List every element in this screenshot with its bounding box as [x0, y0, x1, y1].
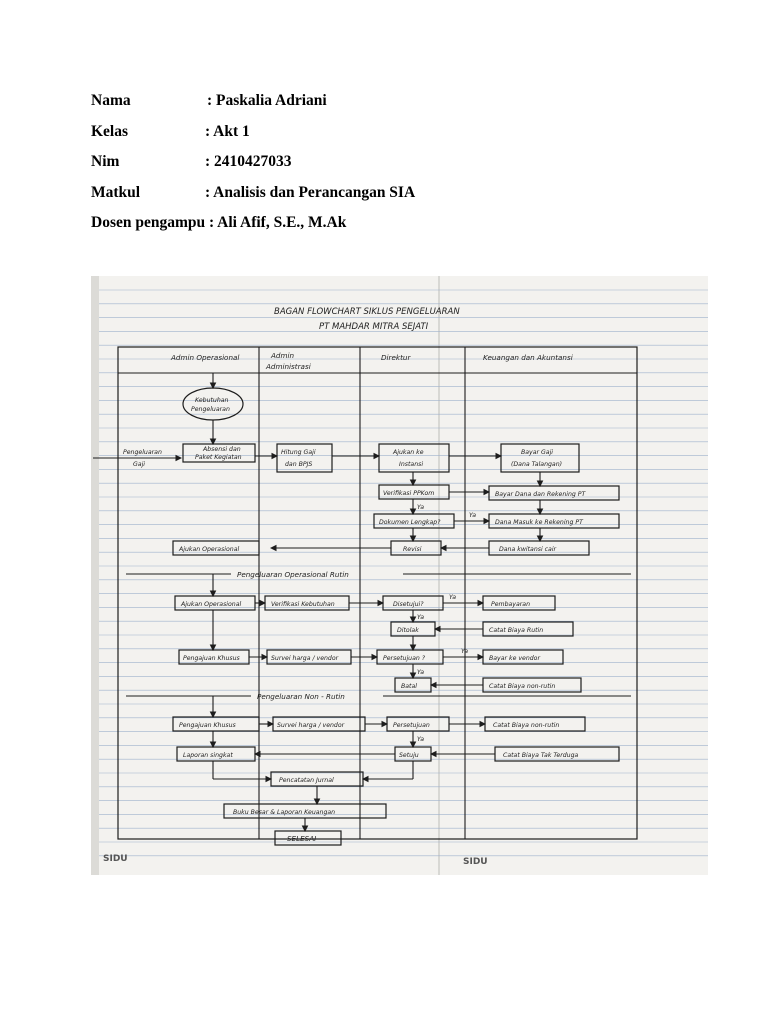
- ya-label: Ya: [417, 504, 425, 511]
- student-info: [91, 92, 416, 245]
- box-laporan-text: Laporan singkat: [183, 752, 233, 759]
- field-value: : 2410427033: [205, 153, 292, 170]
- box-ajukan-text: Ajukan ke: [393, 449, 424, 456]
- field-label: Matkul: [91, 183, 141, 201]
- box-ajukan-op-text: Ajukan Operasional: [179, 546, 240, 553]
- ya-label: Ya: [417, 614, 425, 621]
- box-pengajuan-khusus2-text: Pengajuan Khusus: [179, 722, 236, 729]
- ya-label: Ya: [469, 512, 477, 519]
- section-nonrutin: Pengeluaran Non - Rutin: [257, 692, 345, 701]
- box-catat-rutin-text: Catat Biaya Rutin: [489, 627, 544, 634]
- field-value: : Analisis dan Perancangan SIA: [205, 183, 416, 201]
- box-ajukan-text-2: Instansi: [399, 461, 424, 468]
- flowchart-svg: [91, 276, 708, 875]
- box-hitung-text: Hitung Gaji: [281, 449, 316, 456]
- box-batal-text: Batal: [401, 683, 417, 690]
- section-rutin: Pengeluaran Operasional Rutin: [237, 570, 349, 579]
- box-bayar-vendor-text: Bayar ke vendor: [489, 655, 541, 662]
- box-dana-kwitansi-text: Dana kwitansi cair: [499, 546, 557, 553]
- lane-admin: Admin: [271, 351, 295, 360]
- box-setuju-text: Setuju: [399, 752, 419, 759]
- flowchart-title-2: PT MAHDAR MITRA SEJATI: [319, 322, 429, 332]
- box-dana-masuk-text: Dana Masuk ke Rekening PT: [495, 519, 583, 526]
- box-revisi-text: Revisi: [403, 546, 422, 553]
- box-bayar-text: Bayar Gaji: [521, 449, 554, 456]
- box-ajukan-op2-text: Ajukan Operasional: [181, 601, 242, 608]
- field-matkul: [91, 183, 416, 215]
- flowchart-title-1: BAGAN FLOWCHART SIKLUS PENGELUARAN: [274, 307, 460, 317]
- box-catat-nonrutin-text: Catat Biaya non-rutin: [489, 683, 556, 690]
- box-persetujuan2-text: Persetujuan: [393, 722, 430, 729]
- lane-administrasi: Administrasi: [266, 362, 311, 371]
- box-absensi-text: Absensi dan: [203, 446, 241, 453]
- flowchart-photo: [91, 276, 708, 875]
- field-nim: [91, 153, 346, 184]
- field-label: Dosen pengampu: [91, 214, 206, 231]
- ya-label: Ya: [461, 648, 469, 655]
- side-label-gaji: Gaji: [133, 461, 146, 468]
- side-label-pengeluaran: Pengeluaran: [123, 449, 162, 456]
- box-buku-text: Buku Besar & Laporan Keuangan: [233, 809, 336, 816]
- field-kelas: [91, 123, 346, 154]
- box-pencatatan-text: Pencatatan Jurnal: [279, 777, 334, 784]
- box-verif-kebutuhan-text: Verifikasi Kebutuhan: [271, 601, 335, 608]
- box-bayar-text-2: (Dana Talangan): [511, 461, 563, 468]
- field-label: Nim: [91, 153, 120, 170]
- field-value: : Akt 1: [205, 122, 250, 140]
- lane-admin-operasional: Admin Operasional: [171, 353, 240, 362]
- box-pengajuan-khusus-text: Pengajuan Khusus: [183, 655, 240, 662]
- watermark-left: SIDU: [103, 854, 128, 864]
- field-label: Nama: [91, 92, 131, 109]
- box-persetujuan-text: Persetujuan ?: [383, 655, 426, 662]
- ya-label: Ya: [449, 594, 457, 601]
- box-verifikasi-text: Verifikasi PPKom: [383, 490, 435, 497]
- box-hitung-text-2: dan BPJS: [285, 461, 313, 468]
- ya-label: Ya: [417, 736, 425, 743]
- field-nama: [91, 92, 346, 123]
- box-dokumen-text: Dokumen Lengkap?: [379, 519, 441, 526]
- box-bayar-dana-text: Bayar Dana dan Rekening PT: [495, 491, 586, 498]
- box-pembayaran-text: Pembayaran: [491, 601, 530, 608]
- field-dosen: [91, 214, 346, 245]
- box-catat-tak-text: Catat Biaya Tak Terduga: [503, 752, 579, 759]
- lane-keuangan: Keuangan dan Akuntansi: [483, 353, 573, 362]
- box-survei-text: Survei harga / vendor: [271, 655, 339, 662]
- box-selesai-text: SELESAI: [287, 834, 317, 843]
- field-value: : Paskalia Adriani: [207, 92, 327, 109]
- lane-direktur: Direktur: [381, 353, 411, 362]
- box-catat-nonrutin2-text: Catat Biaya non-rutin: [493, 722, 560, 729]
- start-label-2: Pengeluaran: [191, 406, 230, 413]
- box-absensi-text-2: Paket Kegiatan: [195, 454, 242, 461]
- box-ditolak-text: Ditolak: [397, 627, 419, 634]
- ya-label: Ya: [417, 669, 425, 676]
- field-label: Kelas: [91, 122, 129, 140]
- start-label-1: Kebutuhan: [195, 397, 229, 404]
- watermark-right: SIDU: [463, 857, 488, 867]
- box-survei2-text: Survei harga / vendor: [277, 722, 345, 729]
- field-value: : Ali Afif, S.E., M.Ak: [209, 214, 347, 231]
- box-disetujui-text: Disetujui?: [393, 601, 424, 608]
